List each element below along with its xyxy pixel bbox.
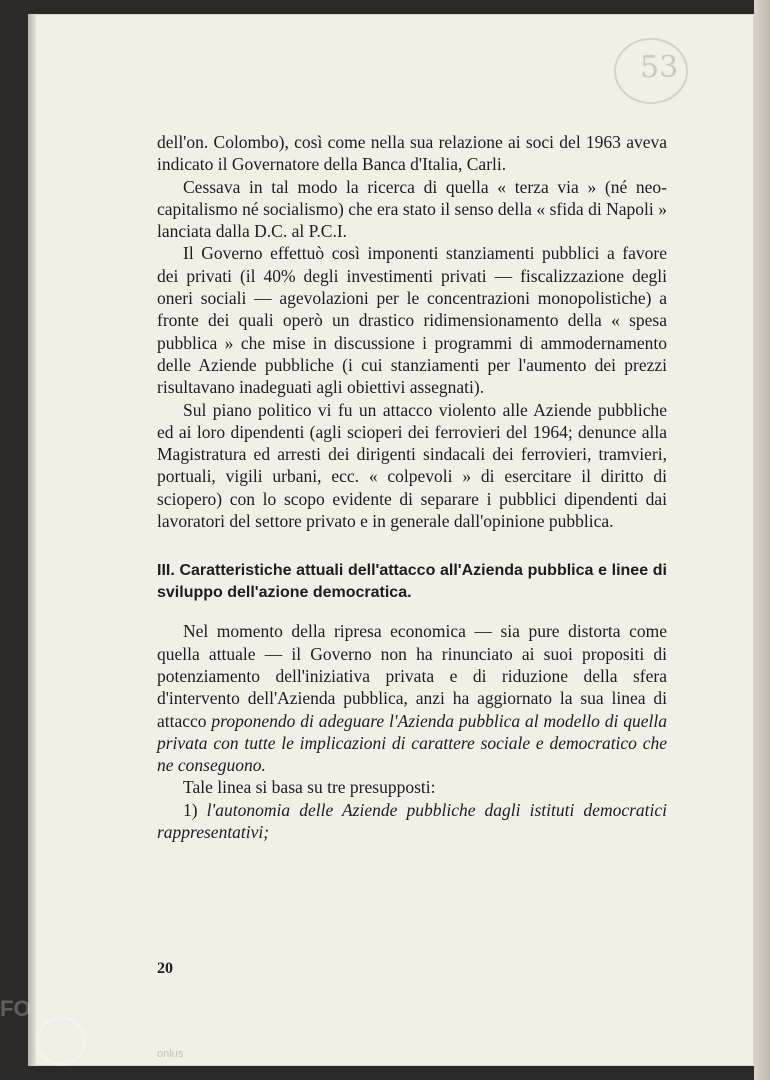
paragraph-5-text: Nel momento della ripresa economica — sia pure distorta come quella attuale — il Governo non ha rinunciato ai suoi propositi di potenziamento dell'iniziativa privata e di riduzione della sfera d'intervento dell'Azienda pubblica, anzi ha aggiornato la sua linea di attacco	[157, 621, 667, 731]
page-binding-edge	[28, 14, 36, 1066]
list-number: 1)	[183, 799, 207, 820]
page-number: 20	[157, 960, 173, 977]
watermark-circle	[36, 1016, 86, 1066]
paragraph-3: Il Governo effettuò così imponenti stanziamenti pubblici a favore dei privati (il 40% degli investimenti privati — fiscalizzazione degli oneri sociali — agevolazioni per le concentrazioni monopolistiche) a fronte dei quali operò un drastico ridimensionamento della « spesa pubblica » che mise in discussione i programmi di ammodernamento delle Aziende pubbliche (i cui stanziamenti per l'aumento dei prezzi risultavano inadeguati agli obiettivi assegnati).	[157, 243, 667, 398]
body-text	[157, 131, 667, 843]
section-heading: III. Caratteristiche attuali dell'attacco all'Azienda pubblica e linee di sviluppo dell'azione democratica.	[157, 562, 667, 602]
paragraph-6: Tale linea si basa su tre presupposti:	[183, 777, 436, 798]
watermark-text: onlus	[157, 1048, 184, 1060]
archive-stamp-number: 53	[640, 50, 679, 85]
paragraph-5-italic: proponendo di adeguare l'Azienda pubblica al modello di quella privata con tutte le implicazioni di carattere sociale e democratico che ne conseguono.	[157, 710, 667, 776]
paragraph-2: Cessava in tal modo la ricerca di quella « terza via » (né neo-capitalismo né socialismo) che era stato il senso della « sfida di Napoli » lanciata dalla D.C. al P.C.I.	[157, 176, 667, 242]
paragraph-4: Sul piano politico vi fu un attacco violento alle Aziende pubbliche ed ai loro dipendenti (agli scioperi dei ferrovieri del 1964; denunce alla Magistratura ed arresti dei dirigenti sindacali dei ferrovieri, tramvieri, portuali, vigili urbani, ecc. « colpevoli » di esercitare il diritto di sciopero) con lo scopo evidente di separare i pubblici dipendenti dai lavoratori del settore privato e in generale dall'opinione pubblica.	[157, 399, 667, 532]
watermark-logo: FO	[0, 996, 31, 1021]
paragraph-5	[157, 620, 667, 776]
paragraph-7	[157, 799, 667, 844]
next-page-edge	[754, 0, 770, 1080]
paragraph-1: dell'on. Colombo), così come nella sua relazione ai soci del 1963 aveva indicato il Governatore della Banca d'Italia, Carli.	[157, 132, 667, 175]
list-item-italic: l'autonomia delle Aziende pubbliche dagli istituti democratici rappresentativi;	[157, 799, 668, 843]
